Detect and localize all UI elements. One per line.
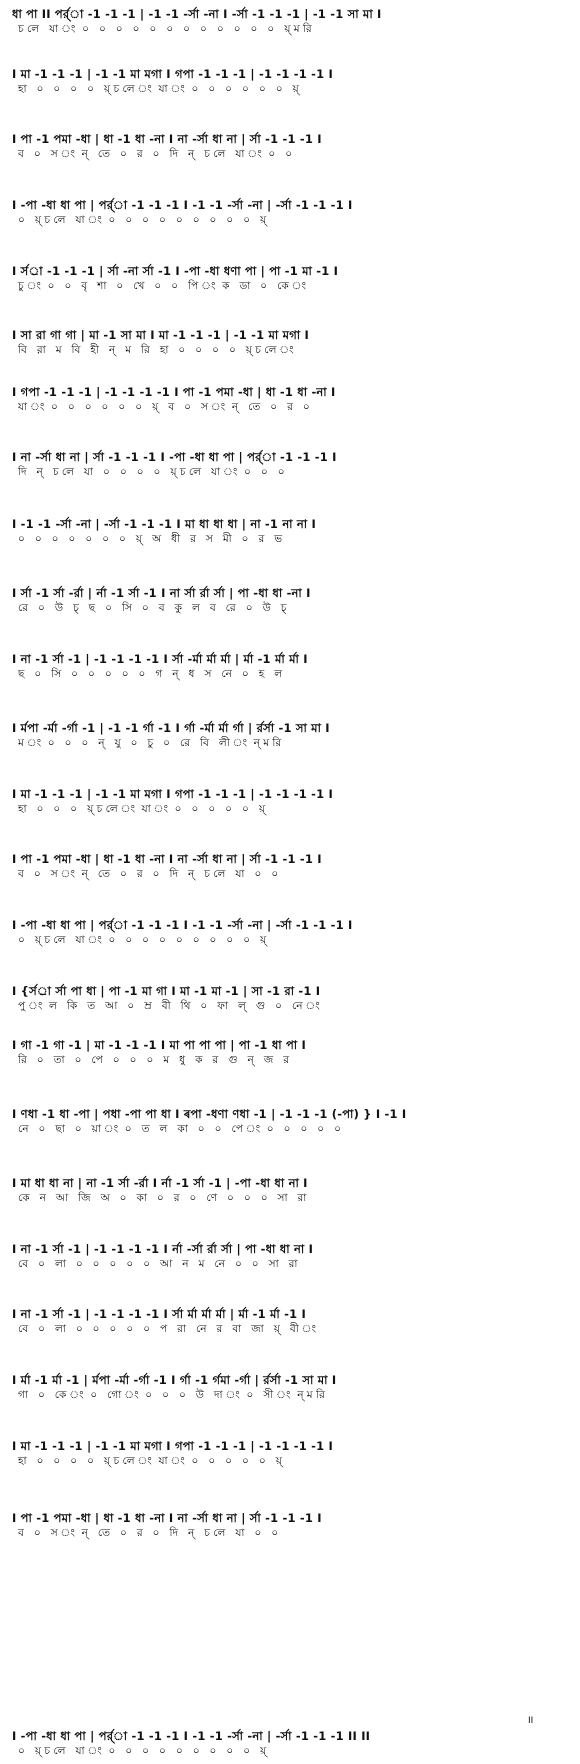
lyric-line: হা ০ ০ ০ য়্ চ লে ং যা ং ০ ০ ০ ০ ০ য়্	[18, 803, 266, 815]
swara-line: I পা -1 পমা -ধা | ধা -1 ধা -না I না -র্সা ধা না | র্সা -1 -1 -1 I	[12, 132, 322, 146]
swara-line: I মা -1 -1 -1 | -1 -1 মা মগা I গপা -1 -1 -1 | -1 -1 -1 -1 I	[12, 1439, 333, 1453]
lyric-line: চ লে যা ং ০ ০ ০ ০ ০ ০ ০ ০ ০ ০ ০ ০ য়্ ম রি	[18, 23, 312, 35]
lyric-line: কে ন আ জি অ ০ কা ০ র ০ ণে ০ ০ ০ সা রা	[18, 1192, 307, 1204]
swara-line: I মা ধা ধা না | না -1 র্সা -র্রা I র্না -1 র্সা -1 | -পা -ধা ধা না I	[12, 1176, 308, 1190]
lyric-line: বে ০ লা ০ ০ ০ ০ ০ আ ন ম নে ০ ০ সা রা	[18, 1258, 298, 1270]
lyric-line: রে ০ উ চ্ ছ ০ সি ০ ব কু ল ব রে ০ উ চ্	[18, 602, 287, 614]
swara-line: I মা -1 -1 -1 | -1 -1 মা মগা I গপা -1 -1 -1 | -1 -1 -1 -1 I	[12, 67, 333, 81]
lyric-line: চু ং ০ ০ বৃ শা ০ খে ০ ০ পি ং ক ডা ০ কে ং	[18, 280, 307, 292]
notation-line	[12, 851, 572, 881]
notation-line	[12, 131, 572, 161]
swara-line: I সা রা গা গা | মা -1 সা মা I মা -1 -1 -1 | -1 -1 মা মগা I	[12, 328, 309, 342]
lyric-line: দি ন্ চ লে যা ০ ০ ০ ০ য়্ চ লে যা ং ০ ০ ০	[18, 466, 285, 478]
notation-line	[12, 66, 572, 96]
notation-line	[12, 197, 572, 227]
swara-line: I পা -1 পমা -ধা | ধা -1 ধা -না I না -র্সা ধা না | র্সা -1 -1 -1 I	[12, 1511, 322, 1525]
swara-line: ধা পা II পর্র্া -1 -1 -1 | -1 -1 -র্সা -না I -র্সা -1 -1 -1 | -1 -1 সা মা I	[12, 7, 382, 21]
notation-line	[12, 1728, 572, 1758]
lyric-line: বে ০ লা ০ ০ ০ ০ ০ প রা নে র বা জা য়্ বী ং	[18, 1323, 316, 1335]
swara-line: I র্সা -1 র্সা -র্রা | র্না -1 র্সা -1 I না র্সা র্রা র্সা | পা -ধা ধা -না I	[12, 586, 311, 600]
lyric-line: হা ০ ০ ০ ০ য়্ চ লে ং যা ং ০ ০ ০ ০ ০ য়্	[18, 1455, 282, 1467]
notation-line	[12, 651, 572, 681]
swara-line: I না -র্সা ধা না | র্সা -1 -1 -1 I -পা -ধা ধা পা | পর্র্া -1 -1 -1 I	[12, 450, 337, 464]
notation-line	[12, 1175, 572, 1205]
swara-line: I না -1 র্সা -1 | -1 -1 -1 -1 I র্সা -র্মা র্মা র্মা | র্মা -1 র্মা র্মা I	[12, 652, 308, 666]
notation-line	[12, 1306, 572, 1336]
notation-line	[12, 1106, 572, 1136]
notation-line	[12, 263, 572, 293]
swara-line: I না -1 র্সা -1 | -1 -1 -1 -1 I র্সা র্মা র্মা র্মা | র্মা -1 র্মা -1 I	[12, 1307, 306, 1321]
notation-line	[12, 516, 572, 546]
lyric-line: গা ০ কে ং ০ গো ং ০ ০ ০ উ দা ং ০ সী ং ন্ ম রি	[18, 1389, 325, 1401]
swara-line: I পা -1 পমা -ধা | ধা -1 ধা -না I না -র্সা ধা না | র্সা -1 -1 -1 I	[12, 852, 322, 866]
notation-line	[12, 983, 572, 1013]
notation-line	[12, 449, 572, 479]
lyric-line: ০ য়্ চ লে যা ং ০ ০ ০ ০ ০ ০ ০ ০ ০ য়্	[18, 214, 267, 226]
section-end-mark: II	[528, 1716, 534, 1726]
lyric-line: পু ং ল কি ত আ ০ ম্র বী থি ০ ফা ল্ গু ০ নে ং	[18, 1000, 320, 1012]
lyric-line: হা ০ ০ ০ ০ য়্ চ লে ং যা ং ০ ০ ০ ০ ০ ০ য়্	[18, 83, 299, 95]
swara-line: I ণধা -1 ধা -পা | পধা -পা পা ধা I ৰপা -ধণা ণধা -1 | -1 -1 -1 (-পা) } I -1 I	[12, 1107, 407, 1121]
notation-line	[12, 1438, 572, 1468]
swara-line: I -1 -1 -র্সা -না | -র্সা -1 -1 -1 I মা ধা ধা ধা | না -1 না না I	[12, 517, 316, 531]
notation-line	[12, 1241, 572, 1271]
swara-line: I {র্সর্া র্সা পা ধা | পা -1 মা গা I মা -1 মা -1 | সা -1 রা -1 I	[12, 984, 321, 998]
lyric-line: ০ য়্ চ লে যা ং ০ ০ ০ ০ ০ ০ ০ ০ ০ য়্	[18, 934, 267, 946]
lyric-line: নে ০ ছা ০ য়া ং ০ ত ল কা ০ ০ পে ং ০ ০ ০ ০ ০	[18, 1123, 341, 1135]
swara-line: I -পা -ধা ধা পা | পর্র্া -1 -1 -1 I -1 -1 -র্সা -না | -র্সা -1 -1 -1 II II	[12, 1729, 371, 1743]
swara-line: I র্মপা -র্মা -র্গা -1 | -1 -1 র্গা -1 I র্গা -র্মা র্মা র্গা | র্রর্সা -1 সা মা I	[12, 721, 330, 735]
lyric-line: ০ য়্ চ লে যা ং ০ ০ ০ ০ ০ ০ ০ ০ ০ য়্	[18, 1745, 267, 1757]
lyric-line: ব ০ স ং ন্ তে ০ র ০ দি ন্ চ লে যা ০ ০	[18, 1527, 279, 1539]
lyric-line: যা ং ০ ০ ০ ০ ০ ০ য়্ ব ০ স ং ন্ তে ০ র ০	[18, 401, 310, 413]
notation-line	[12, 1372, 572, 1402]
notation-line	[12, 6, 572, 36]
swara-line: I না -1 র্সা -1 | -1 -1 -1 -1 I র্না -র্সা র্রা র্সা | পা -ধা ধা না I	[12, 1242, 314, 1256]
lyric-line: ব ০ স ং ন্ তে ০ র ০ দি ন্ চ লে যা ং ০ ০	[18, 148, 293, 160]
notation-line	[12, 384, 572, 414]
swara-line: I গপা -1 -1 -1 | -1 -1 -1 -1 I পা -1 পমা -ধা | ধা -1 ধা -না I	[12, 385, 336, 399]
swara-line: I -পা -ধা ধা পা | পর্র্া -1 -1 -1 I -1 -1 -র্সা -না | -র্সা -1 -1 -1 I	[12, 918, 353, 932]
swara-line: I র্সর্া -1 -1 -1 | র্সা -না র্সা -1 I -পা -ধা ধণা পা | পা -1 মা -1 I	[12, 264, 339, 278]
notation-line	[12, 917, 572, 947]
notation-line	[12, 720, 572, 750]
notation-line	[12, 585, 572, 615]
notation-line	[12, 1037, 572, 1067]
lyric-line: রি ০ তা ০ পে ০ ০ ০ ম ধু ক র গু ন্ জ র	[18, 1054, 290, 1066]
lyric-line: ছ ০ সি ০ ০ ০ ০ ০ গ ন্ ধ স নে ০ হ ল	[18, 668, 283, 680]
swara-line: I মা -1 -1 -1 | -1 -1 মা মগা I গপা -1 -1 -1 | -1 -1 -1 -1 I	[12, 787, 333, 801]
lyric-line: ০ ০ ০ ০ ০ ০ ০ য়্ অ ধী র স মী ০ র ভ	[18, 533, 283, 545]
notation-line	[12, 786, 572, 816]
notation-line	[12, 1510, 572, 1540]
lyric-line: ব ০ স ং ন্ তে ০ র ০ দি ন্ চ লে যা ০ ০	[18, 868, 279, 880]
swara-line: I -পা -ধা ধা পা | পর্র্া -1 -1 -1 I -1 -1 -র্সা -না | -র্সা -1 -1 -1 I	[12, 198, 353, 212]
lyric-line: ম ং ০ ০ ০ ন্ যু ০ চু ০ রে বি লী ং ন্ ম রি	[18, 737, 282, 749]
swara-line: I র্মা -1 র্মা -1 | র্মপা -র্মা -র্গা -1 I র্গা -1 র্গমা -র্গা | র্রর্সা -1 সা মা I	[12, 1373, 337, 1387]
notation-line	[12, 327, 572, 357]
swara-line: I গা -1 গা -1 | মা -1 -1 -1 I মা পা পা পা | পা -1 ধা পা I	[12, 1038, 307, 1052]
lyric-line: বি র়া ম বি হী ন্ ম রি হা ০ ০ ০ ০ য়্ চ লে ং	[18, 344, 294, 356]
